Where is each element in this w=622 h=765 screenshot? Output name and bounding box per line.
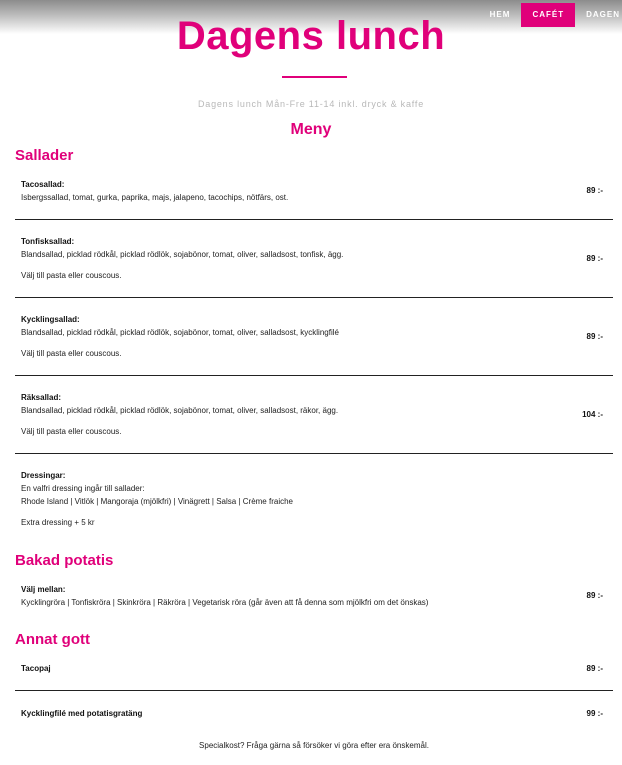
item-name: Räksallad: bbox=[21, 393, 62, 402]
item-name: Tacosallad: bbox=[21, 180, 65, 189]
item-name: Tacopaj bbox=[21, 664, 51, 673]
menu-item-raksallad bbox=[15, 376, 613, 454]
item-description: En valfri dressing ingår till sallader: bbox=[21, 484, 145, 493]
menu-item-dressingar bbox=[15, 454, 613, 534]
item-note: Välj till pasta eller couscous. bbox=[21, 271, 122, 280]
menu-item-kycklingsallad bbox=[15, 298, 613, 376]
menu-item-tacosallad bbox=[15, 172, 613, 220]
item-note: Extra dressing + 5 kr bbox=[21, 518, 95, 527]
section-title-bakad-potatis: Bakad potatis bbox=[15, 552, 114, 569]
item-note: Välj till pasta eller couscous. bbox=[21, 349, 122, 358]
item-price: 99 :- bbox=[586, 709, 603, 718]
page-title: Dagens lunch bbox=[176, 14, 446, 58]
item-ingredients: Blandsallad, picklad rödkål, picklad rödlök, sojabönor, tomat, oliver, salladsost, kycklingfilé bbox=[21, 328, 339, 337]
item-ingredients: Isbergssallad, tomat, gurka, paprika, majs, jalapeno, tacochips, nötfärs, ost. bbox=[21, 193, 289, 202]
item-price: 89 :- bbox=[586, 591, 603, 600]
item-ingredients: Blandsallad, picklad rödkål, picklad rödlök, sojabönor, tomat, oliver, salladsost, tonfisk, ägg. bbox=[21, 250, 344, 259]
special-diet-note: Specialkost? Fråga gärna så försöker vi göra efter era önskemål. bbox=[199, 741, 429, 750]
menu-item-bakad-potatis bbox=[15, 577, 613, 622]
menu-heading: Meny bbox=[290, 121, 332, 138]
item-name: Kycklingfilé med potatisgratäng bbox=[21, 709, 143, 718]
item-note: Välj till pasta eller couscous. bbox=[21, 427, 122, 436]
title-divider bbox=[282, 76, 347, 78]
menu-item-tonfisksallad bbox=[15, 220, 613, 298]
dressing-options: Rhode Island | Vitlök | Mangoraja (mjölkfri) | Vinägrett | Salsa | Crème fraiche bbox=[21, 497, 293, 506]
nav-link-cafet[interactable]: CAFÉT bbox=[521, 3, 575, 27]
nav-link-dagen[interactable]: DAGEN bbox=[586, 10, 620, 19]
item-name: Dressingar: bbox=[21, 471, 66, 480]
item-price: 89 :- bbox=[586, 254, 603, 263]
section-title-sallader: Sallader bbox=[15, 147, 74, 164]
lunch-hours-text: Dagens lunch Mån-Fre 11-14 inkl. dryck & kaffe bbox=[197, 99, 425, 109]
menu-item-tacopaj bbox=[15, 656, 613, 691]
item-options: Kycklingröra | Tonfiskröra | Skinkröra | Räkröra | Vegetarisk röra (går även att få denna som mjölkfri om det önskas) bbox=[21, 598, 429, 607]
item-price: 104 :- bbox=[582, 410, 603, 419]
item-name: Tonfisksallad: bbox=[21, 237, 75, 246]
item-name: Kycklingsallad: bbox=[21, 315, 80, 324]
item-name: Välj mellan: bbox=[21, 585, 66, 594]
menu-item-kycklingfile bbox=[15, 691, 613, 731]
nav-link-hem[interactable]: HEM bbox=[489, 10, 511, 19]
section-title-annat-gott: Annat gott bbox=[15, 631, 90, 648]
item-price: 89 :- bbox=[586, 332, 603, 341]
item-price: 89 :- bbox=[586, 664, 603, 673]
item-ingredients: Blandsallad, picklad rödkål, picklad rödlök, sojabönor, tomat, oliver, salladsost, räkor, ägg. bbox=[21, 406, 339, 415]
item-price: 89 :- bbox=[586, 186, 603, 195]
